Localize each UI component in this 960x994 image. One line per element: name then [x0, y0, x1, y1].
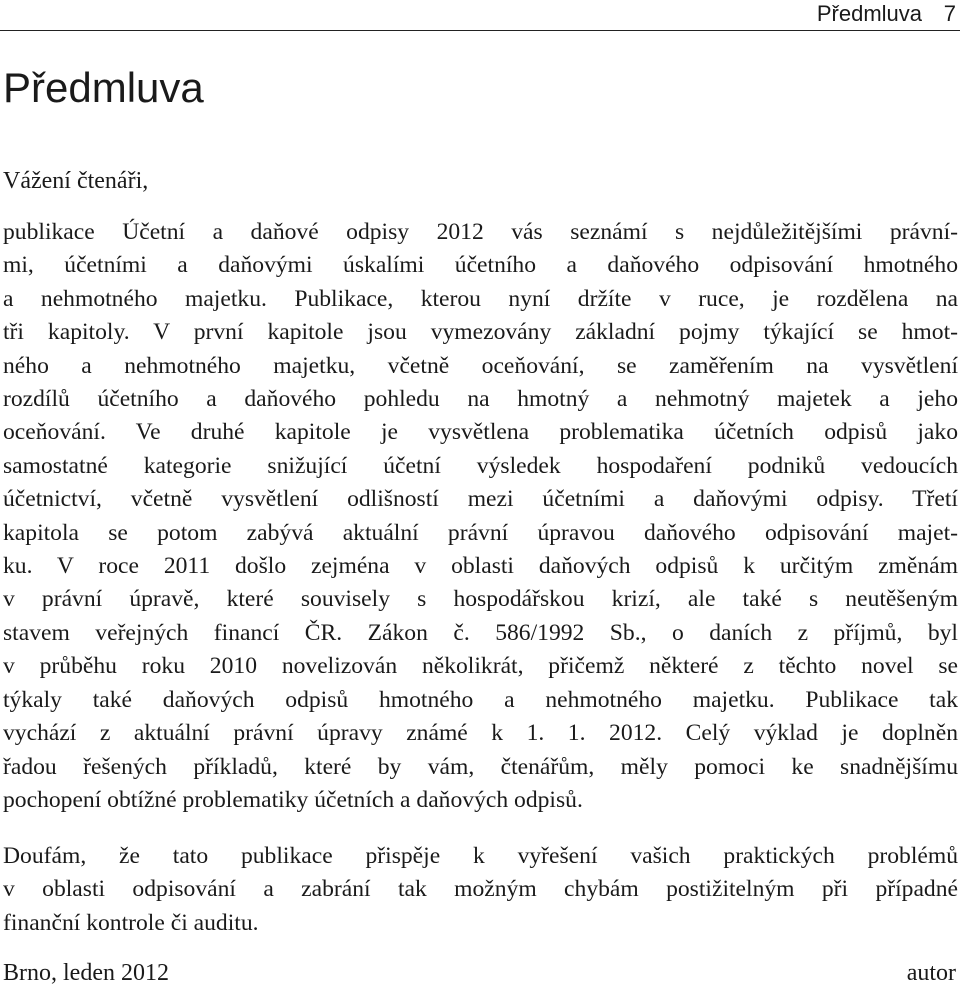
text-line: v právní úpravě, které souvisely s hospodářskou krizí, ale také s neutěšeným [3, 586, 958, 613]
text-line: v oblasti odpisování a zabrání tak možným chybám postižitelným při případné [3, 876, 958, 903]
page-title: Předmluva [3, 64, 204, 111]
text-line: stavem veřejných financí ČR. Zákon č. 586/1992 Sb., o daních z příjmů, byl [3, 619, 958, 646]
text-line: oceňování. Ve druhé kapitole je vysvětlena problematika účetních odpisů jako [3, 419, 958, 446]
salutation: Vážení čtenáři, [3, 168, 149, 194]
text-line: vychází z aktuální právní úpravy známé k 1. 1. 2012. Celý výklad je doplněn [3, 720, 958, 747]
text-line: finanční kontrole či auditu. [3, 909, 259, 936]
text-line: ku. V roce 2011 došlo zejména v oblasti daňových odpisů k určitým změnám [3, 553, 958, 580]
text-line: pochopení obtížné problematiky účetních a daňových odpisů. [3, 786, 583, 813]
text-line: tři kapitoly. V první kapitole jsou vymezovány základní pojmy týkající se hmot- [3, 319, 958, 346]
text-line: mi, účetními a daňovými úskalími účetního a daňového odpisování hmotného [3, 252, 958, 279]
paragraph-1 [3, 216, 958, 817]
running-title: Předmluva [816, 1, 922, 26]
text-line: Doufám, že tato publikace přispěje k vyřešení vašich praktických problémů [3, 843, 958, 869]
text-line: publikace Účetní a daňové odpisy 2012 vás seznámí s nejdůležitějšími právní- [3, 219, 958, 245]
author-signature: autor [906, 960, 956, 986]
page-header [0, 0, 960, 31]
page-number: 7 [943, 1, 956, 26]
text-line: řadou řešených příkladů, které by vám, čtenářům, měly pomoci ke snadnějšímu [3, 753, 958, 780]
paragraph-2 [3, 840, 958, 940]
text-line: v průběhu roku 2010 novelizován několikrát, přičemž některé z těchto novel se [3, 653, 958, 680]
place-date: Brno, leden 2012 [3, 960, 169, 986]
text-line: účetnictví, včetně vysvětlení odlišností mezi účetními a daňovými odpisy. Třetí [3, 486, 958, 513]
text-line: ného a nehmotného majetku, včetně oceňování, se zaměřením na vysvětlení [3, 352, 958, 379]
text-line: týkaly také daňových odpisů hmotného a nehmotného majetku. Publikace tak [3, 686, 958, 713]
text-line: samostatné kategorie snižující účetní výsledek hospodaření podniků vedoucích [3, 452, 958, 479]
text-line: kapitola se potom zabývá aktuální právní úpravou daňového odpisování majet- [3, 519, 958, 546]
text-line: rozdílů účetního a daňového pohledu na hmotný a nehmotný majetek a jeho [3, 386, 958, 413]
text-line: a nehmotného majetku. Publikace, kterou nyní držíte v ruce, je rozdělena na [3, 285, 958, 312]
